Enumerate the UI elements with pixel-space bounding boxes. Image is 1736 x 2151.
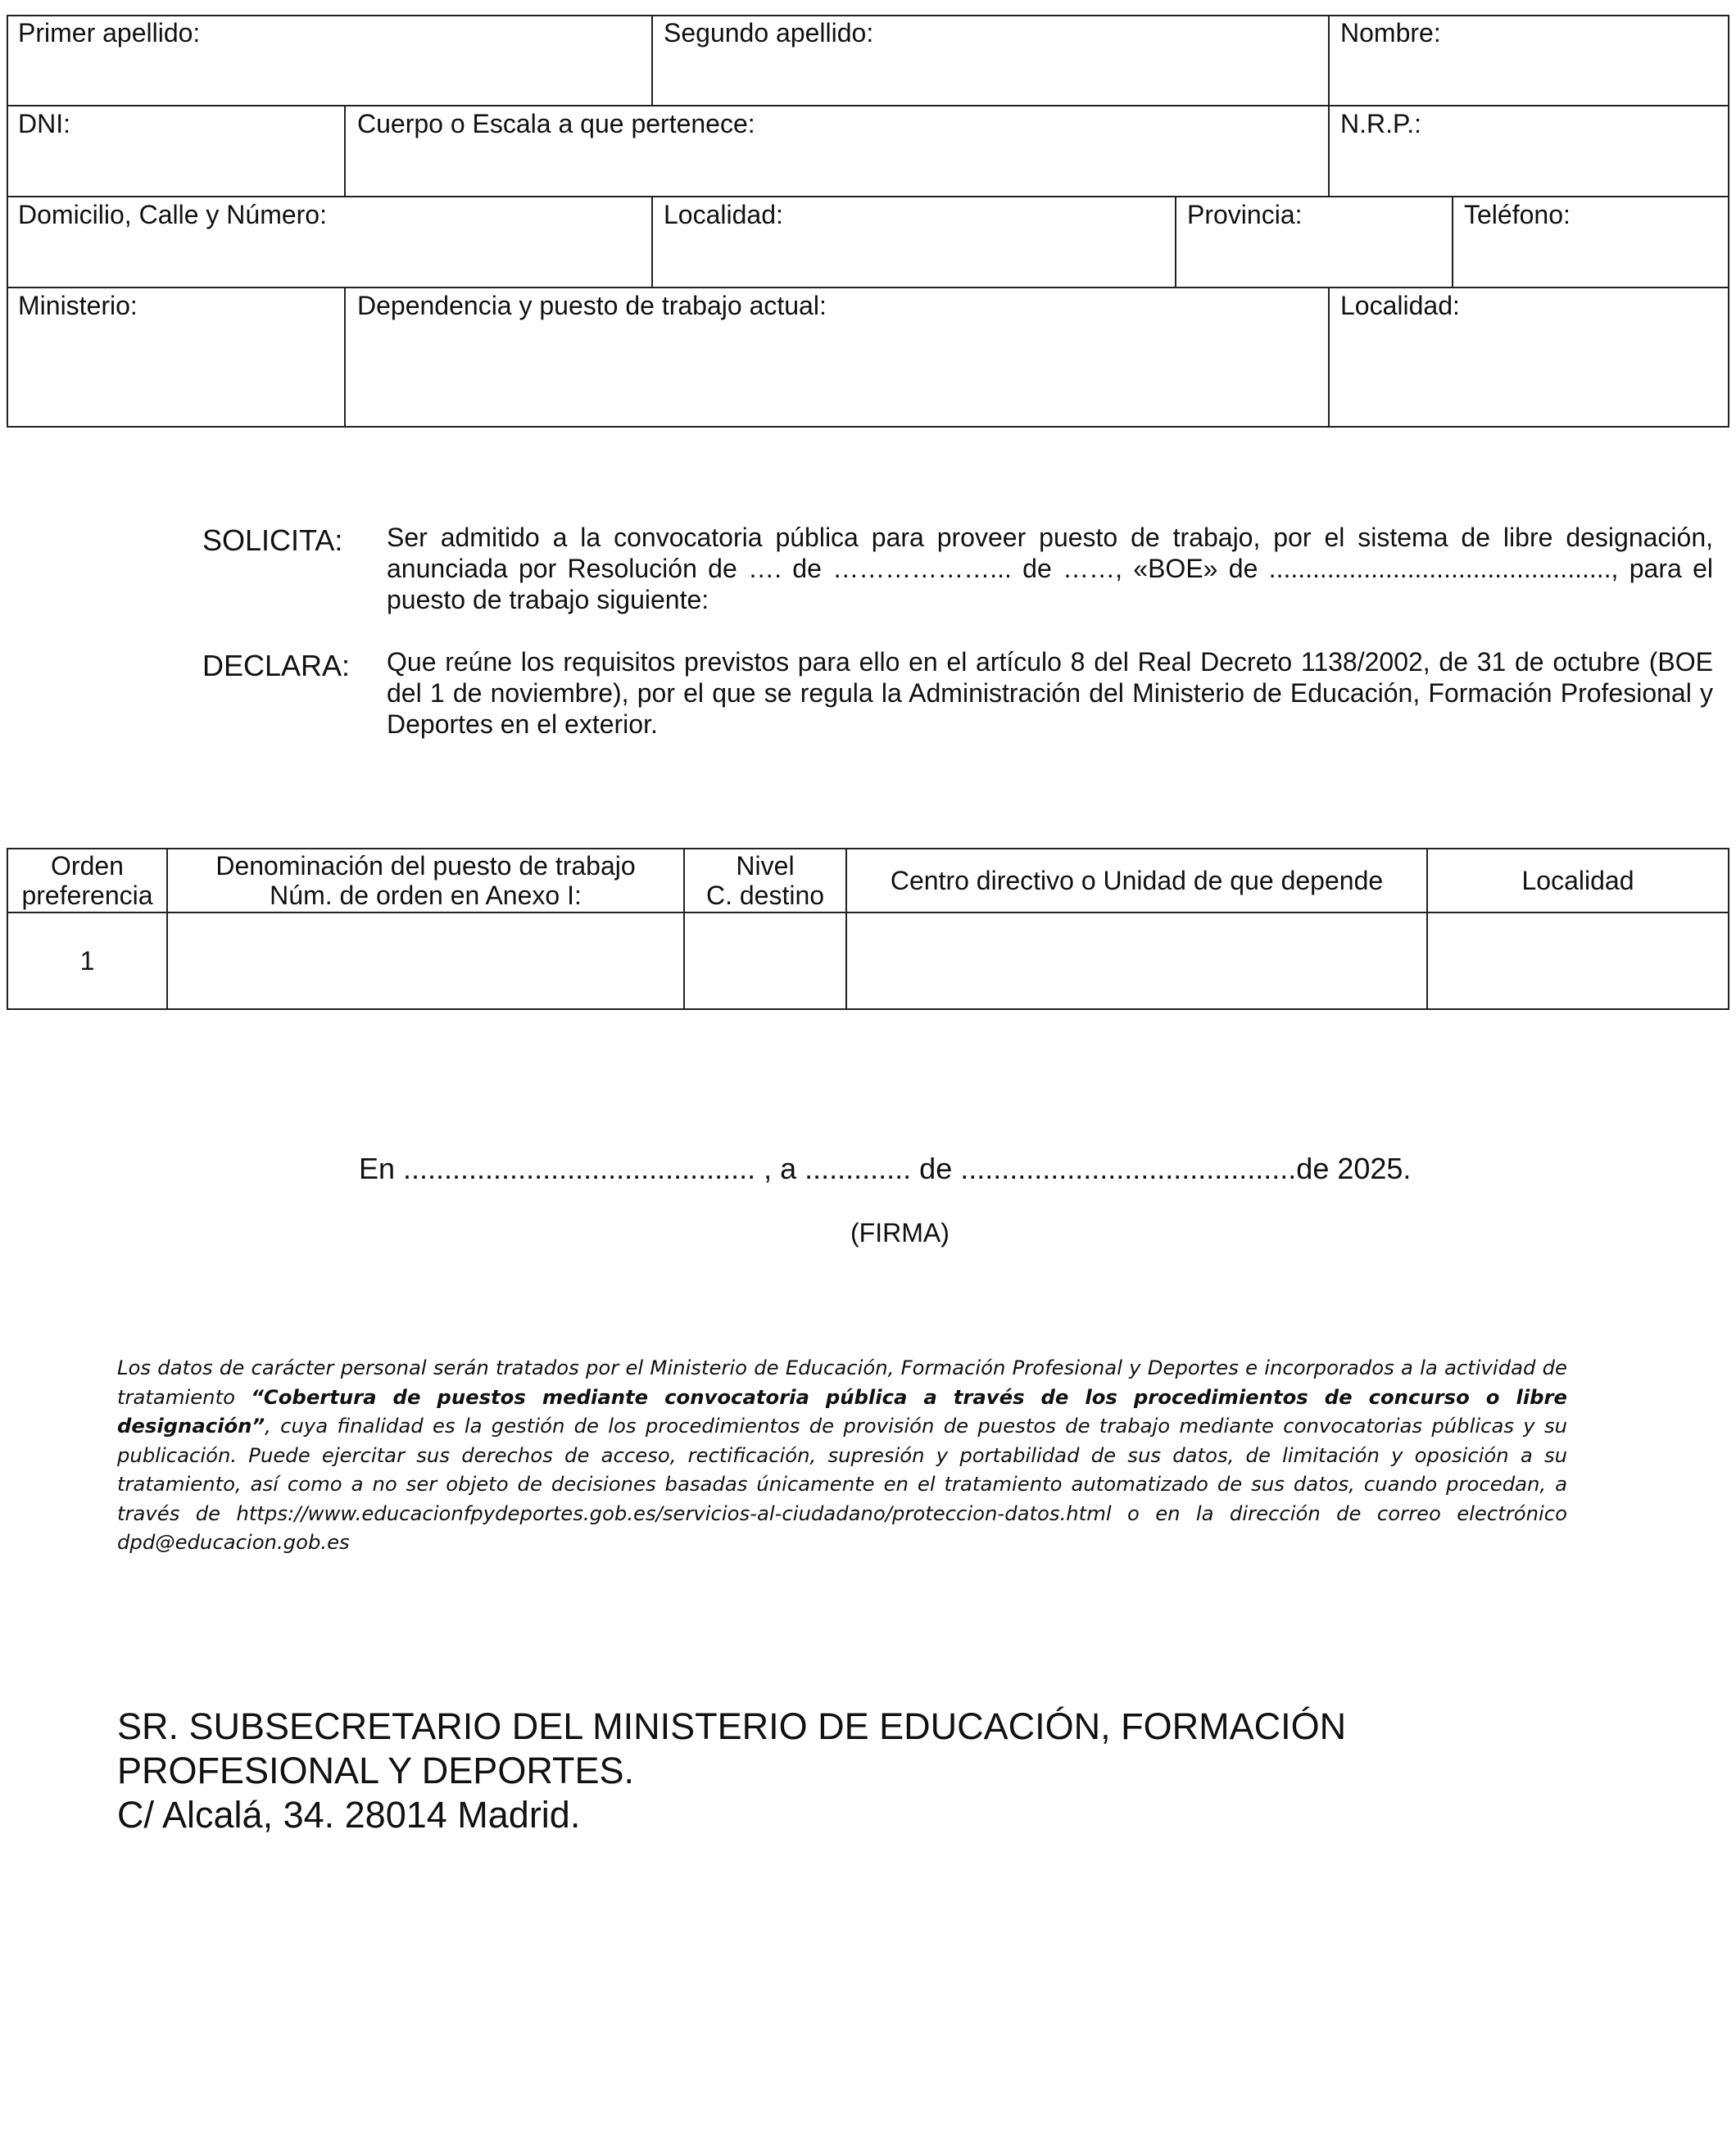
solicita-label: SOLICITA: bbox=[202, 523, 343, 557]
declara-text: Que reúne los requisitos previstos para ello en el artículo 8 del Real Decreto 1138/2002, de 31 de octubre (BOE del 1 de noviembre), por el que se regula la Administración del Ministerio de Educación, Formación Profesional y Deportes en el exterior. bbox=[387, 647, 1713, 739]
row-denominacion-cell[interactable] bbox=[166, 912, 685, 1010]
nombre-label: Nombre: bbox=[1340, 18, 1441, 48]
nrp-label: N.R.P.: bbox=[1340, 109, 1421, 138]
header-denominacion: Denominación del puesto de trabajo Núm. de orden en Anexo I: bbox=[166, 848, 685, 913]
place-date-line: En ........................................... , a ............. de .........................................de 2025. bbox=[359, 1152, 1412, 1185]
primer-apellido-label: Primer apellido: bbox=[18, 18, 201, 48]
privacy-treatment-name: “Cobertura de puestos mediante convocatoria pública a través de los procedimientos de concurso o libre designación” bbox=[117, 1384, 1568, 1438]
row-orden-value: 1 bbox=[79, 946, 95, 976]
addressee-line-3: C/ Alcalá, 34. 28014 Madrid. bbox=[117, 1794, 581, 1836]
domicilio-label: Domicilio, Calle y Número: bbox=[18, 200, 327, 229]
addressee-line-1: SR. SUBSECRETARIO DEL MINISTERIO DE EDUCACIÓN, FORMACIÓN bbox=[117, 1705, 1347, 1747]
segundo-apellido-label: Segundo apellido: bbox=[664, 18, 874, 48]
localidad-label: Localidad: bbox=[664, 200, 783, 229]
row-centro-cell[interactable] bbox=[845, 912, 1428, 1010]
header-nivel: Nivel C. destino bbox=[683, 848, 847, 913]
solicita-text: Ser admitido a la convocatoria pública para proveer puesto de trabajo, por el sistema de libre designación, anunciada por Resolución de …. de ………………... de ……, «BOE» de ..............................................., para el puesto de trabajo siguiente: bbox=[387, 523, 1713, 614]
header-orden: Orden preferencia bbox=[7, 848, 168, 913]
row-nivel-cell[interactable] bbox=[683, 912, 847, 1010]
telefono-label: Teléfono: bbox=[1464, 200, 1571, 229]
firma-label: (FIRMA) bbox=[850, 1218, 950, 1248]
declara-label: DECLARA: bbox=[202, 649, 351, 682]
dni-label: DNI: bbox=[18, 109, 70, 138]
cuerpo-label: Cuerpo o Escala a que pertenece: bbox=[357, 109, 755, 138]
ministerio-label: Ministerio: bbox=[18, 291, 138, 320]
header-localidad: Localidad bbox=[1426, 848, 1729, 913]
row-localidad-cell[interactable] bbox=[1426, 912, 1729, 1010]
provincia-label: Provincia: bbox=[1187, 200, 1303, 229]
privacy-notice: Los datos de carácter personal serán tratados por el Ministerio de Educación, Formación Profesional y Deportes e incorporados a la actividad de tratamiento “Cobertura de puestos mediante convocatoria pública a través de los procedimientos de concurso o libre designación”, cuya finalidad es la gestión de los procedimientos de provisión de puestos de trabajo mediante convocatorias públicas y su publicación. Puede ejercitar sus derechos de acceso, rectificación, supresión y portabilidad de sus datos, de limitación y oposición a su tratamiento, así como a no ser objeto de decisiones basadas únicamente en el tratamiento automatizado de sus datos, cuando procedan, a través de https://www.educacionfpydeportes.gob.es/servicios-al-ciudadano/proteccion-datos.html o en la dirección de correo electrónico dpd@educacion.gob.es bbox=[117, 1356, 1568, 1554]
localidad-actual-label: Localidad: bbox=[1340, 291, 1460, 320]
header-centro: Centro directivo o Unidad de que depende bbox=[845, 848, 1428, 913]
dependencia-label: Dependencia y puesto de trabajo actual: bbox=[357, 291, 827, 320]
addressee-line-2: PROFESIONAL Y DEPORTES. bbox=[117, 1750, 635, 1791]
row-orden-cell bbox=[7, 912, 168, 1010]
